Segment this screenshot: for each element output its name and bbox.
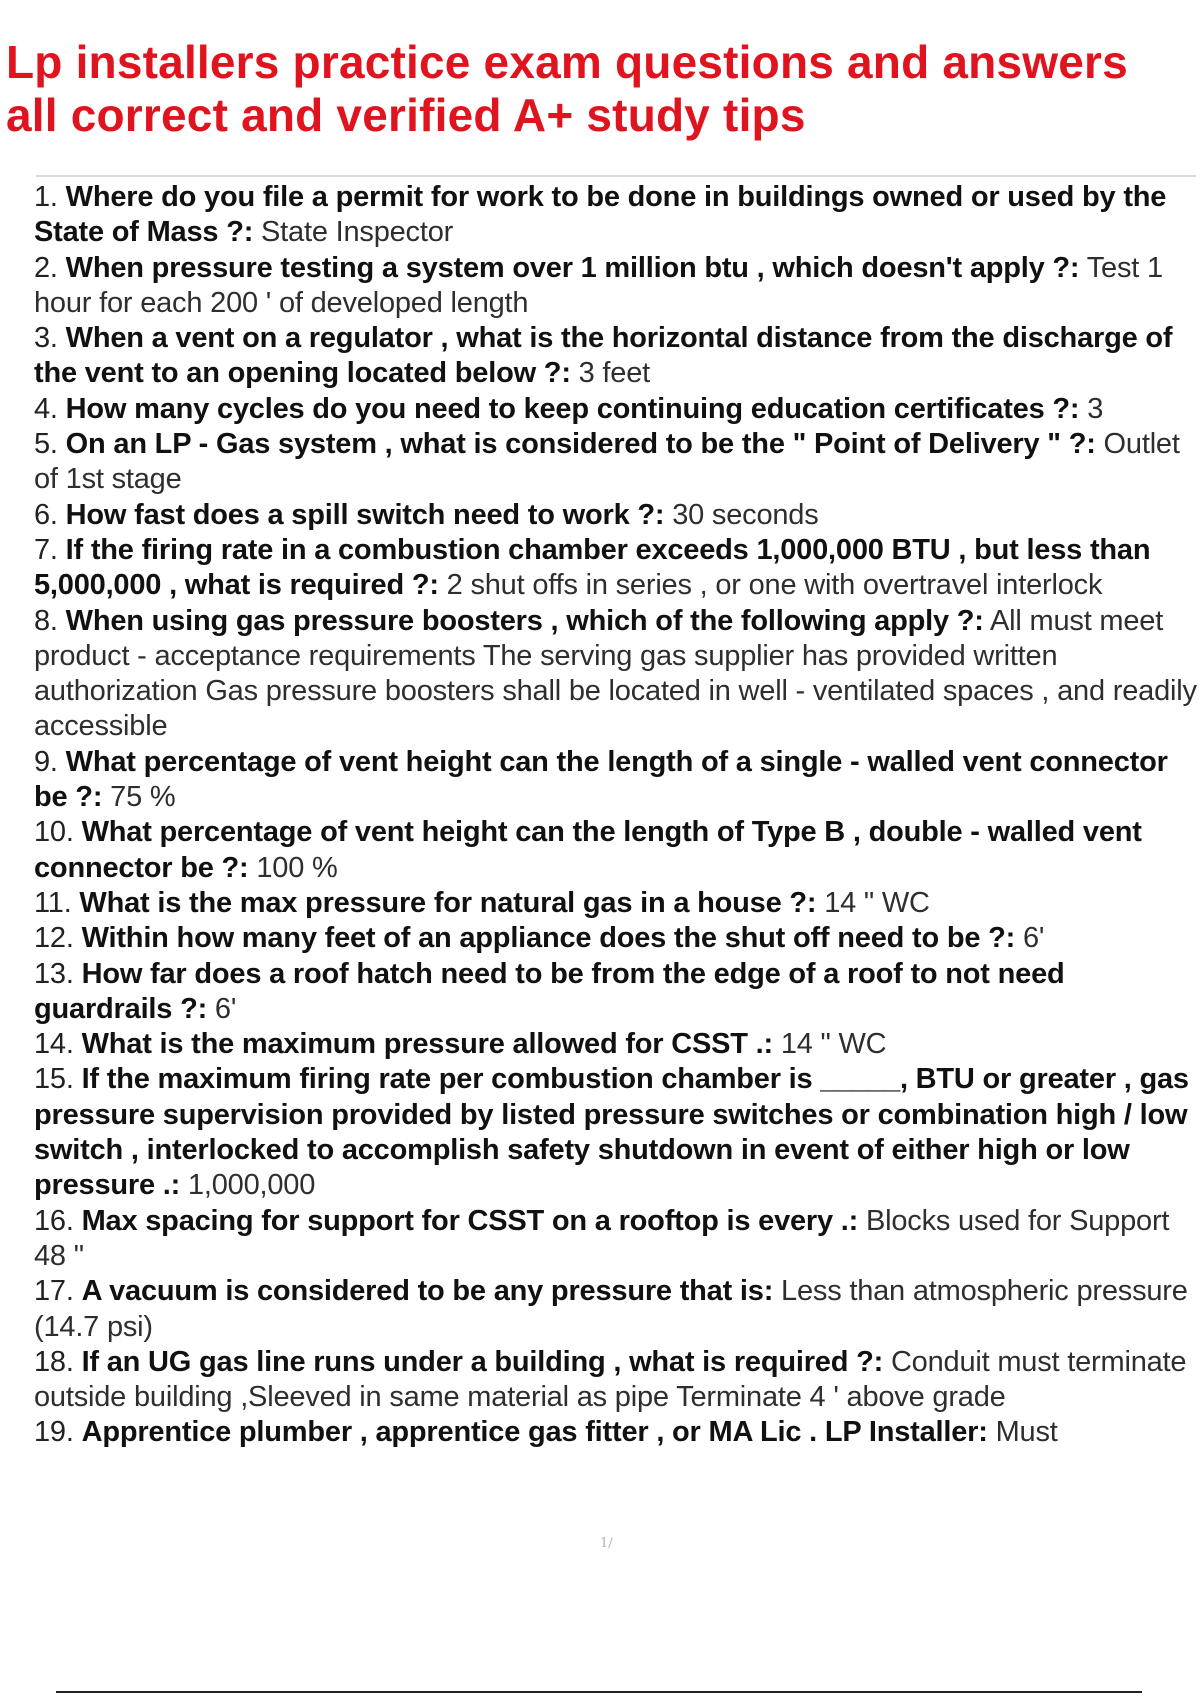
- question-text: Where do you file a permit for work to be done in buildings owned or used by the State of Mass ?:: [34, 181, 1167, 249]
- question-text: What percentage of vent height can the length of a single - walled vent connector be ?:: [34, 745, 1168, 814]
- question-text: How fast does a spill switch need to work ?:: [65, 498, 665, 531]
- answer-text: All must meet product - acceptance requirements The serving gas supplier has provided written authorization Gas pressure boosters shall be located in well - ventilated spaces , and readily accessible: [34, 604, 1197, 743]
- answer-text: 6': [214, 992, 237, 1025]
- answer-text: 14 " WC: [780, 1028, 887, 1061]
- question-item: [34, 745, 1200, 816]
- question-item: [34, 815, 1200, 886]
- question-number: 15.: [34, 1063, 74, 1096]
- question-item: [34, 1274, 1200, 1345]
- question-number: 19.: [34, 1416, 74, 1449]
- question-text: If the maximum firing rate per combustion chamber is _____, BTU or greater , gas pressure supervision provided by listed pressure switches or combination high / low switch , interlocked to accomplish safety shutdown in event of either high or low pressure .:: [34, 1063, 1189, 1202]
- question-number: 7.: [34, 533, 58, 566]
- question-text: Apprentice plumber , apprentice gas fitter , or MA Lic . LP Installer:: [81, 1416, 988, 1449]
- question-item: [34, 251, 1200, 322]
- answer-text: 2 shut offs in series , or one with overtravel interlock: [446, 569, 1103, 602]
- answer-text: 3 feet: [578, 357, 650, 390]
- answer-text: 75 %: [110, 781, 176, 814]
- question-item: [34, 604, 1200, 745]
- answer-text: State Inspector: [261, 216, 454, 249]
- question-text: What is the maximum pressure allowed for CSST .:: [81, 1028, 773, 1061]
- question-item: [34, 392, 1200, 427]
- answer-text: Less than atmospheric pressure (14.7 psi): [34, 1275, 1188, 1343]
- answer-text: Test 1 hour for each 200 ' of developed length: [34, 251, 1163, 319]
- answer-text: 14 " WC: [824, 886, 930, 919]
- answer-text: Must: [995, 1416, 1058, 1449]
- question-text: When pressure testing a system over 1 million btu , which doesn't apply ?:: [65, 251, 1080, 284]
- question-number: 1.: [34, 181, 58, 213]
- question-number: 12.: [34, 922, 74, 955]
- answer-text: Outlet of 1st stage: [34, 428, 1180, 496]
- footer-divider: [56, 1691, 1142, 1693]
- question-item: [34, 921, 1200, 956]
- question-text: A vacuum is considered to be any pressure that is:: [81, 1275, 774, 1308]
- question-number: 17.: [34, 1275, 74, 1308]
- question-text: On an LP - Gas system , what is considered to be the " Point of Delivery " ?:: [65, 428, 1096, 461]
- question-text: Within how many feet of an appliance does the shut off need to be ?:: [81, 922, 1016, 955]
- page-number: 1/: [600, 1536, 613, 1551]
- answer-text: 1,000,000: [187, 1169, 316, 1202]
- question-item: [34, 1027, 1200, 1062]
- question-item: [34, 1062, 1200, 1203]
- title-divider: [36, 175, 1196, 177]
- question-number: 5.: [34, 428, 58, 461]
- question-number: 6.: [34, 498, 58, 531]
- question-item: [34, 180, 1200, 251]
- answer-text: 30 seconds: [672, 498, 819, 531]
- question-number: 13.: [34, 957, 74, 990]
- question-item: [34, 321, 1200, 392]
- question-text: If the firing rate in a combustion chamber exceeds 1,000,000 BTU , but less than 5,000,000 , what is required ?:: [34, 533, 1151, 602]
- question-text: What percentage of vent height can the length of Type B , double - walled vent connector be ?:: [34, 816, 1142, 884]
- question-number: 8.: [34, 604, 58, 637]
- question-text: When a vent on a regulator , what is the horizontal distance from the discharge of the vent to an opening located below ?:: [34, 322, 1173, 390]
- question-list: [34, 180, 1200, 1451]
- question-number: 3.: [34, 322, 58, 355]
- question-item: [34, 498, 1200, 533]
- answer-text: 100 %: [256, 851, 338, 884]
- question-number: 2.: [34, 251, 58, 284]
- answer-text: Conduit must terminate outside building ,Sleeved in same material as pipe Terminate 4 ' above grade: [34, 1345, 1187, 1414]
- question-item: [34, 1345, 1200, 1416]
- question-text: When using gas pressure boosters , which of the following apply ?:: [65, 604, 984, 637]
- question-number: 14.: [34, 1028, 74, 1061]
- question-item: [34, 1415, 1200, 1450]
- question-item: [34, 957, 1200, 1028]
- question-item: [34, 1204, 1200, 1275]
- question-number: 18.: [34, 1345, 74, 1378]
- document-title: Lp installers practice exam questions and answers all correct and verified A+ study tips: [6, 36, 1128, 141]
- question-item: [34, 427, 1200, 498]
- question-item: [34, 886, 1200, 921]
- answer-text: Blocks used for Support 48 ": [34, 1204, 1170, 1272]
- question-text: How far does a roof hatch need to be from the edge of a roof to not need guardrails ?:: [34, 957, 1065, 1025]
- question-text: Max spacing for support for CSST on a rooftop is every .:: [81, 1204, 859, 1237]
- question-number: 10.: [34, 816, 74, 849]
- question-number: 9.: [34, 745, 58, 778]
- question-text: What is the max pressure for natural gas in a house ?:: [79, 886, 817, 919]
- question-item: [34, 533, 1200, 604]
- question-number: 16.: [34, 1204, 74, 1237]
- question-text: How many cycles do you need to keep continuing education certificates ?:: [65, 392, 1080, 425]
- answer-text: 3: [1087, 392, 1104, 425]
- answer-text: 6': [1022, 922, 1045, 955]
- question-number: 11.: [34, 886, 72, 919]
- question-text: If an UG gas line runs under a building , what is required ?:: [81, 1345, 884, 1378]
- question-number: 4.: [34, 392, 58, 425]
